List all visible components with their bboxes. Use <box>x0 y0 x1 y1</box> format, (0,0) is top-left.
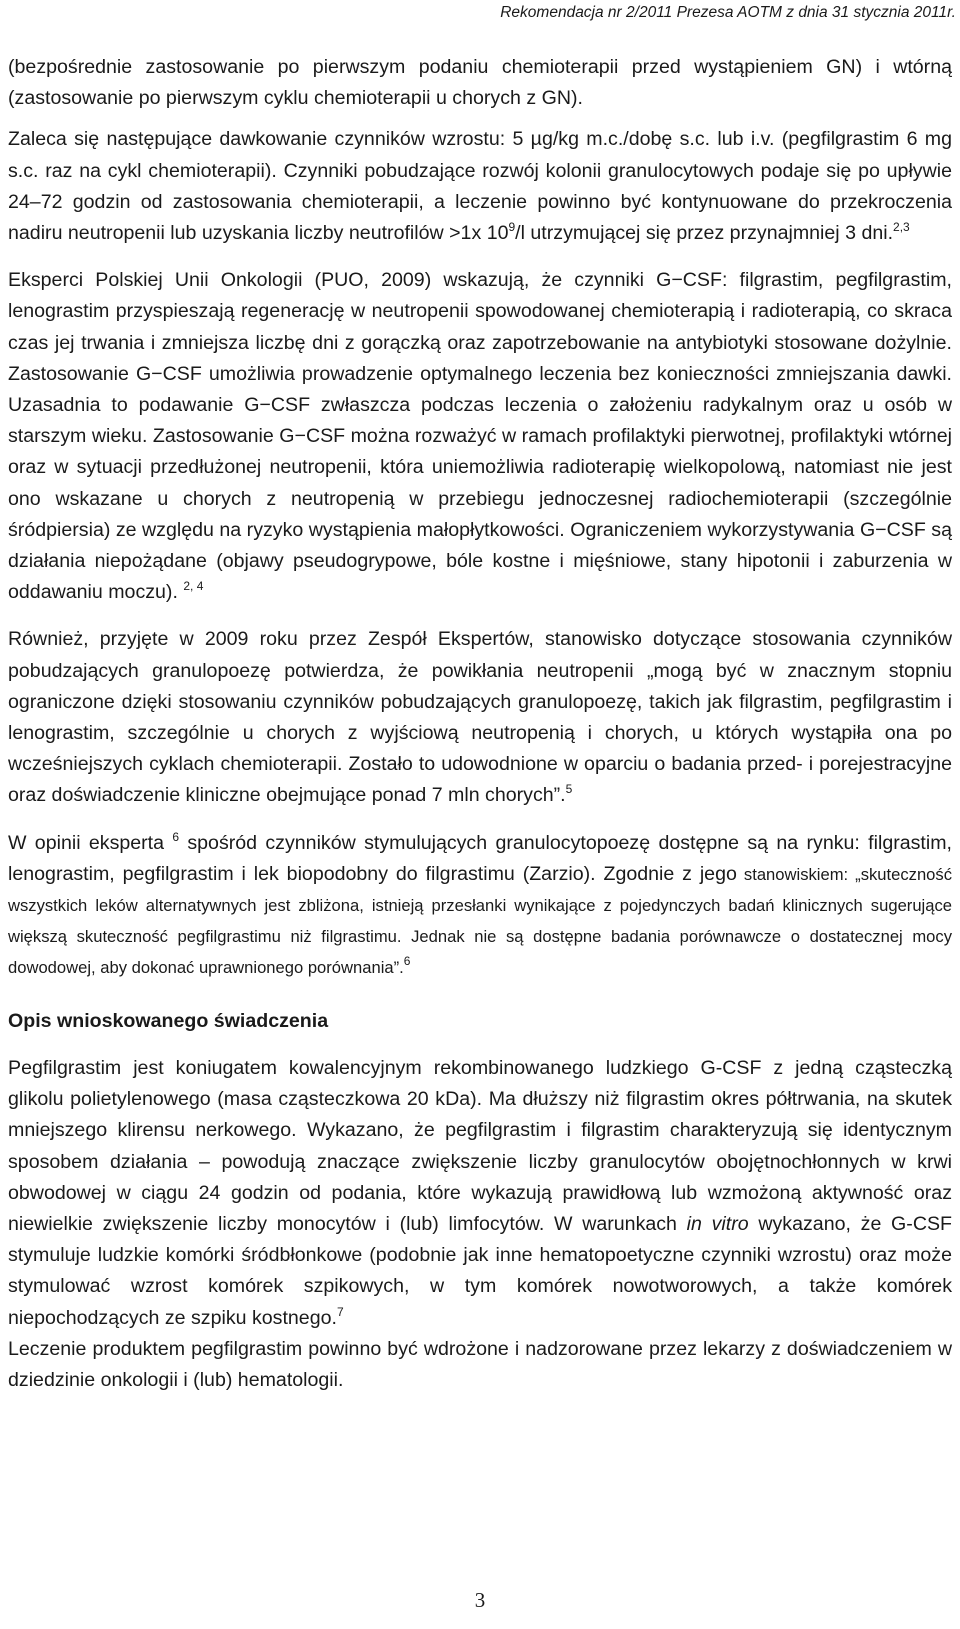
footnote-ref: 5 <box>565 782 573 797</box>
paragraph-expert-team <box>8 624 952 811</box>
footnote-ref: 6 <box>172 829 180 844</box>
paragraph-expert-opinion-text-b: spośród czynników stymulujących granulocytopoezę dostępne są na rynku: filgrastim, lenograstim, pegfilgrastim i lek biopodobny do filgrastimu (Zarzio). Zgodnie z jego <box>8 831 952 885</box>
paragraph-expert-opinion <box>8 828 952 984</box>
page-number: 3 <box>474 1588 486 1612</box>
section-heading: Opis wnioskowanego świadczenia <box>8 1009 329 1032</box>
footnote-ref: 6 <box>403 954 411 969</box>
paragraph-treatment-supervision <box>8 1334 952 1396</box>
footnote-ref: 2,3 <box>893 220 910 235</box>
paragraph-pegfilgrastim-text-a: Pegfilgrastim jest koniugatem kowalencyjnym rekombinowanego ludzkiego G-CSF z jedną cząsteczką glikolu polietylenowego (masa cząsteczkowa 20 kDa). Ma dłuższy niż filgrastim okres półtrwania, na skutek mniejszego klirensu nerkowego. Wykazano, że pegfilgrastim i filgrastim charakteryzują się identycznym sposobem działania – powodują znaczące zwiększenie liczby granulocytów obojętnochłonnych w krwi obwodowej w ciągu 24 godzin od podania, które wykazują prawidłową lub wzmożoną aktywność oraz niewielkie zwiększenie liczby monocytów i (lub) limfocytów. W warunkach <box>8 1056 952 1235</box>
paragraph-expert-opinion-text-a: W opinii eksperta <box>8 831 165 854</box>
paragraph-expert-team-text: Również, przyjęte w 2009 roku przez Zespół Ekspertów, stanowisko dotyczące stosowania czynników pobudzających granulopoezę potwierdza, że powikłania neutropenii „mogą być w znacznym stopniu ograniczone dzięki stosowaniu czynników pobudzających granulopoezę, takich jak filgrastim, pegfilgrastim i lenograstim, szczególnie u chorych z wyjściową neutropenią i chorych, u których wystąpiła ona po wcześniejszych cyklach chemioterapii. Zostało to udowodnione w oparciu o badania przed- i porejestracyjne oraz doświadczenie kliniczne obejmujące ponad 7 mln chorych”. <box>8 628 952 807</box>
paragraph-1 <box>8 52 952 114</box>
paragraph-dosage-text-c: /l utrzymującej się przez przynajmniej 3 dni. <box>515 222 894 245</box>
exponent: 9 <box>508 220 516 235</box>
paragraph-treatment-supervision-text: Leczenie produktem pegfilgrastim powinno być wdrożone i nadzorowane przez lekarzy z doświadczeniem w dziedzinie onkologii i (lub) hematologii. <box>8 1337 952 1391</box>
paragraph-dosage-text-b: Czynniki pobudzające rozwój kolonii granulocytowych podaje się po upływie 24–72 godzin od zastosowania chemioterapii, a leczenie powinno być kontynuowane do przekroczenia nadiru neutropenii lub uzyskania liczby neutrofilów >1x 10 <box>8 159 953 245</box>
italic-term: in vitro <box>686 1212 749 1235</box>
footnote-ref: 2, 4 <box>183 579 204 594</box>
paragraph-1-text: (bezpośrednie zastosowanie po pierwszym podaniu chemioterapii przed wystąpieniem GN) i wtórną (zastosowanie po pierwszym cyklu chemioterapii u chorych z GN). <box>8 56 952 110</box>
document-body <box>8 52 952 1396</box>
paragraph-experts-puo <box>8 265 952 608</box>
paragraph-dosage <box>8 124 952 249</box>
paragraph-pegfilgrastim-description <box>8 1053 952 1334</box>
footnote-ref: 7 <box>336 1304 344 1319</box>
paragraph-dosage-text-a: Zaleca się następujące dawkowanie czynników wzrostu: 5 µg/kg m.c./dobę s.c. lub i.v. (pegfilgrastim 6 mg s.c. raz na cykl chemioterapii). <box>8 128 952 182</box>
paragraph-pegfilgrastim-text-b: wykazano, że G-CSF stymuluje ludzkie komórki śródbłonkowe (podobnie jak inne hematopoetyczne czynniki wzrostu) oraz może stymulować wzrost komórek szpikowych, w tym komórek nowotworowych, a także komórek niepochodzących ze szpiku kostnego. <box>8 1212 953 1329</box>
paragraph-expert-opinion-text-c: stanowiskiem: „skuteczność wszystkich leków alternatywnych jest zbliżona, istnieją przesłanki wynikające z pojedynczych badań klinicznych sugerujące większą skuteczność pegfilgrastimu niż filgrastimu. Jednak nie są dostępne badania porównawcze o dostatecznej mocy dowodowej, aby dokonać uprawnionego porównania”. <box>8 864 952 978</box>
page-header: Rekomendacja nr 2/2011 Prezesa AOTM z dnia 31 stycznia 2011r. <box>500 4 956 21</box>
paragraph-experts-puo-text: Eksperci Polskiej Unii Onkologii (PUO, 2009) wskazują, że czynniki G−CSF: filgrastim, pegfilgrastim, lenograstim przyspieszają regenerację w neutropenii spowodowanej chemioterapią i radioterapią, co skraca czas jej trwania i zmniejsza liczbę dni z gorączką oraz zapotrzebowanie na antybiotyki stosowane dożylnie. Zastosowanie G−CSF umożliwia prowadzenie optymalnego leczenia bez konieczności zmniejszania dawki. Uzasadnia to podawanie G−CSF zwłaszcza podczas leczenia o założeniu radykalnym oraz u osób w starszym wieku. Zastosowanie G−CSF można rozważyć w ramach profilaktyki pierwotnej, profilaktyki wtórnej oraz w sytuacji przedłużonej neutropenii, która uniemożliwia radioterapię wielkopolową, natomiast nie jest ono wskazane u chorych z neutropenią w przebiegu jednoczesnej radiochemioterapii (szczególnie śródpiersia) ze względu na ryzyko wystąpienia małopłytkowości. Ograniczeniem wykorzystywania G−CSF są działania niepożądane (objawy pseudogrypowe, bóle kostne i mięśniowe, stany hipotonii i zaburzenia w oddawaniu moczu). <box>8 269 952 604</box>
